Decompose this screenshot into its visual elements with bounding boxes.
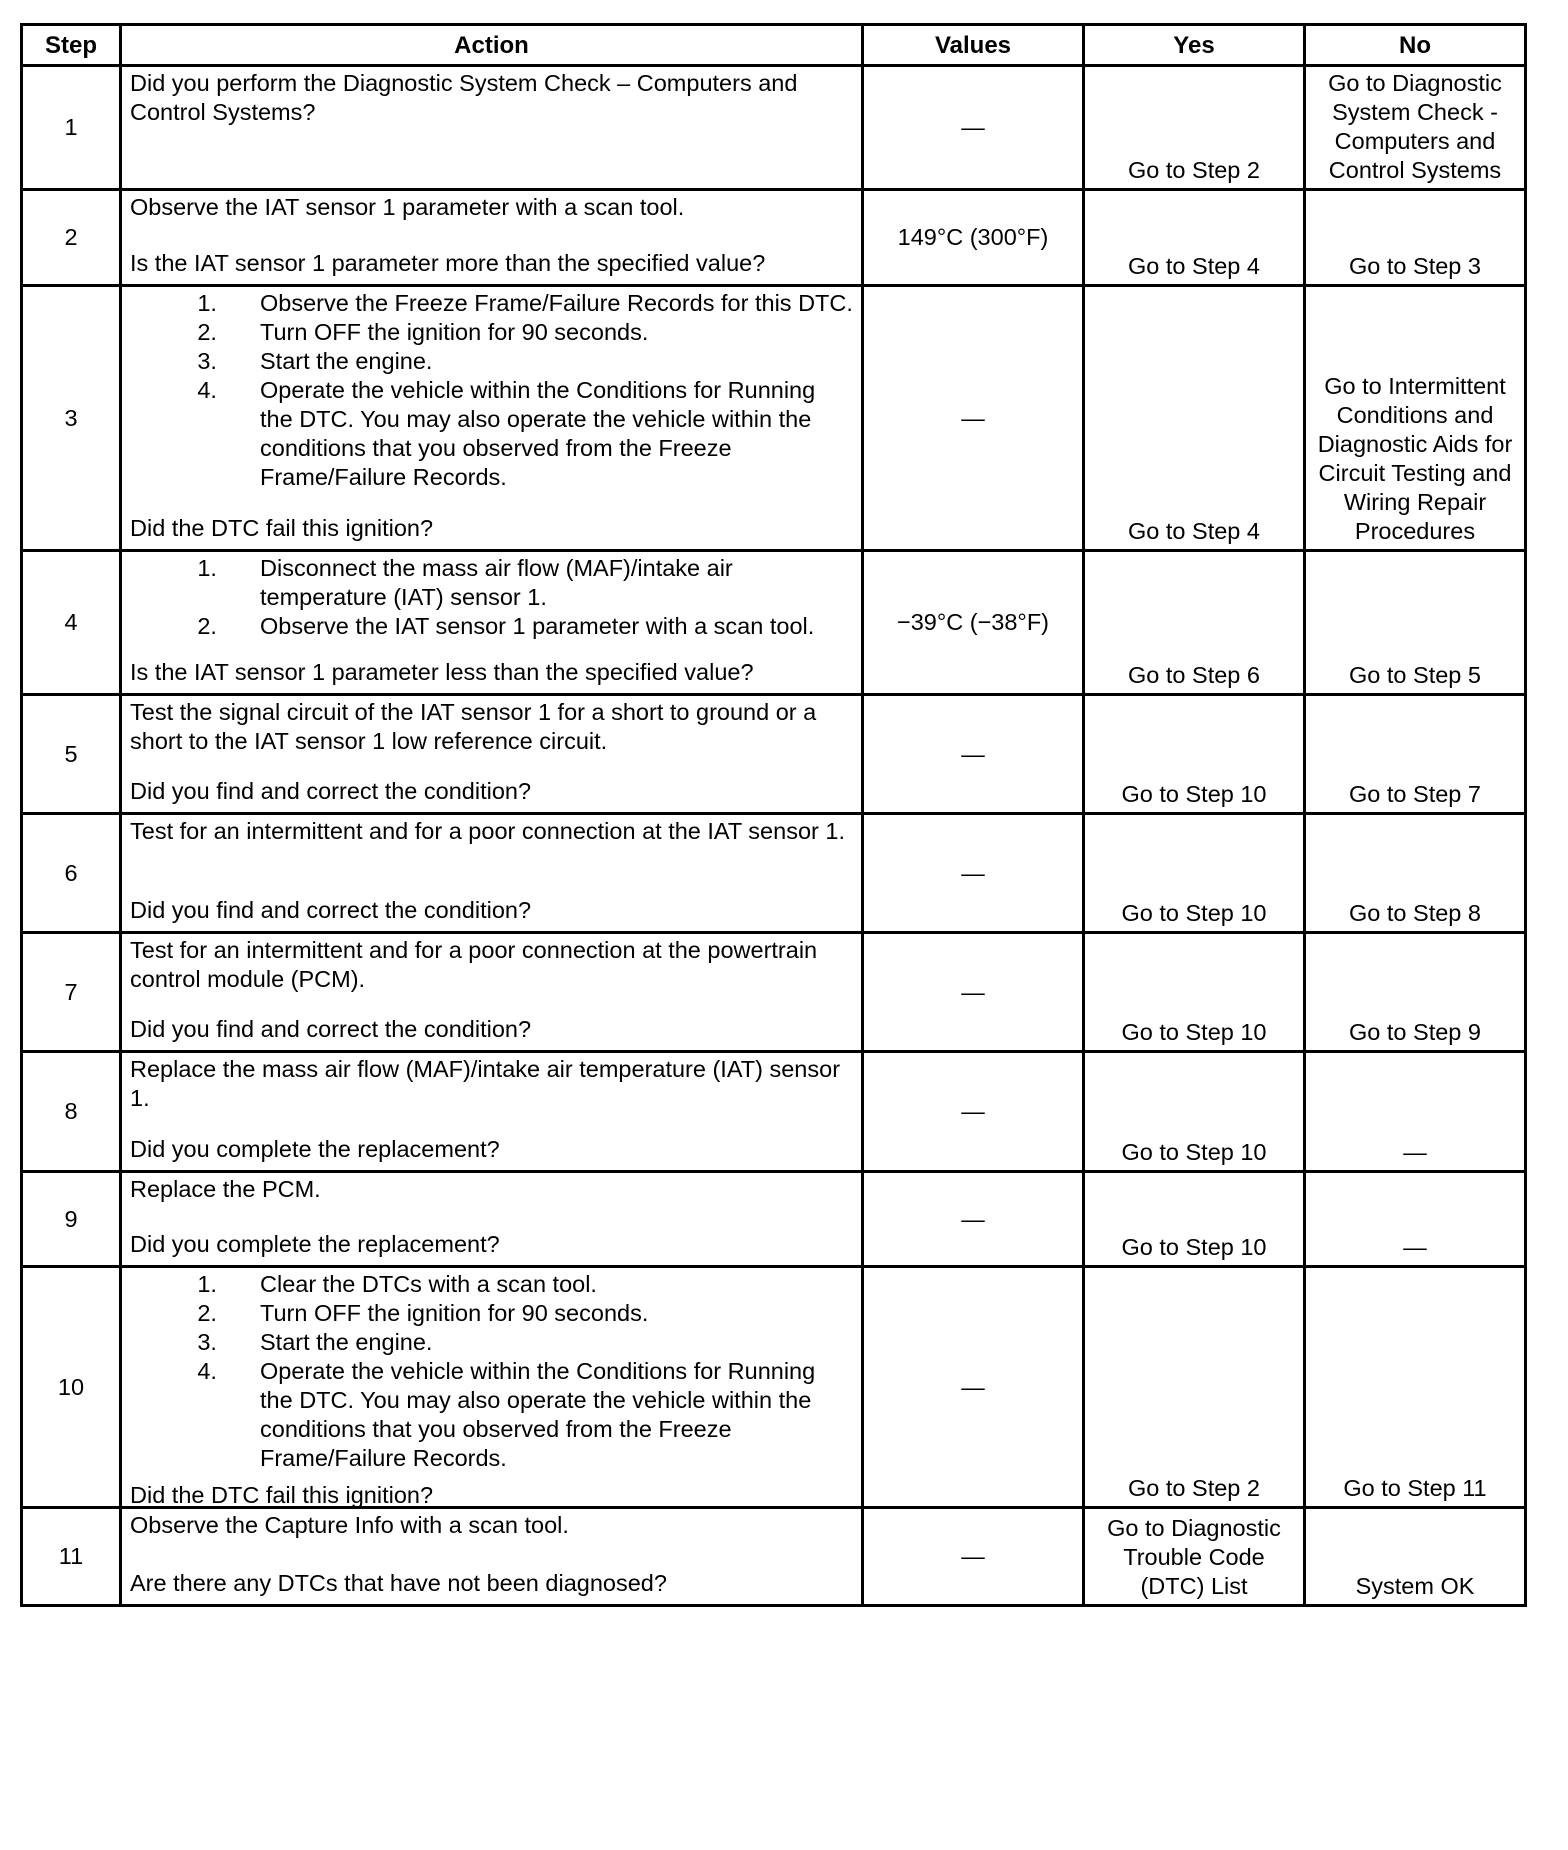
step-number: 4	[22, 551, 121, 695]
value-cell: —	[863, 1052, 1084, 1172]
action-text: Test the signal circuit of the IAT sensor 1 for a short to ground or a short to the IAT sensor 1 low reference circuit.	[130, 699, 817, 754]
step-number: 11	[22, 1508, 121, 1606]
header-no: No	[1305, 25, 1526, 66]
table-row	[22, 190, 1526, 286]
action-text: Replace the PCM.	[130, 1176, 321, 1202]
value-cell: —	[863, 933, 1084, 1052]
action-cell	[121, 1172, 863, 1267]
no-cell: Go to Step 3	[1305, 190, 1526, 286]
yes-cell: Go to Step 2	[1084, 66, 1305, 190]
no-cell: —	[1305, 1172, 1526, 1267]
action-cell	[121, 551, 863, 695]
step-number: 10	[22, 1267, 121, 1508]
action-cell	[121, 190, 863, 286]
table-row	[22, 66, 1526, 190]
table-row	[22, 1267, 1526, 1508]
no-cell: Go to Diagnostic System Check - Computers and Control Systems	[1305, 66, 1526, 190]
diagnostic-table	[20, 23, 1527, 1607]
action-question: Did the DTC fail this ignition?	[130, 515, 434, 541]
table-row	[22, 286, 1526, 551]
value-cell: —	[863, 814, 1084, 933]
table-row	[22, 1172, 1526, 1267]
header-yes: Yes	[1084, 25, 1305, 66]
yes-cell: Go to Step 10	[1084, 814, 1305, 933]
yes-cell: Go to Step 10	[1084, 1172, 1305, 1267]
step-number: 2	[22, 190, 121, 286]
action-cell	[121, 695, 863, 814]
action-text: Observe the IAT sensor 1 parameter with a scan tool.	[130, 194, 685, 220]
table-body	[22, 66, 1526, 1606]
no-cell: Go to Intermittent Conditions and Diagnostic Aids for Circuit Testing and Wiring Repair Procedures	[1305, 286, 1526, 551]
no-cell: System OK	[1305, 1508, 1526, 1606]
yes-cell: Go to Step 2	[1084, 1267, 1305, 1508]
action-steps-list	[130, 289, 853, 492]
action-cell	[121, 1267, 863, 1508]
action-cell	[121, 1052, 863, 1172]
action-step-item: 4. Operate the vehicle within the Conditions for Running the DTC. You may also operate the vehicle within the conditions that you observed from the Freeze Frame/Failure Records.	[230, 1357, 853, 1473]
yes-cell: Go to Step 4	[1084, 190, 1305, 286]
header-action: Action	[121, 25, 863, 66]
action-cell	[121, 286, 863, 551]
no-cell: Go to Step 5	[1305, 551, 1526, 695]
action-question: Did you find and correct the condition?	[130, 897, 532, 923]
action-step-item: 1. Observe the Freeze Frame/Failure Records for this DTC.	[230, 289, 853, 318]
value-cell: —	[863, 1508, 1084, 1606]
yes-cell: Go to Step 6	[1084, 551, 1305, 695]
step-number: 9	[22, 1172, 121, 1267]
value-cell: —	[863, 286, 1084, 551]
step-number: 6	[22, 814, 121, 933]
value-cell: −39°C (−38°F)	[863, 551, 1084, 695]
table-row	[22, 695, 1526, 814]
action-question: Is the IAT sensor 1 parameter less than the specified value?	[130, 659, 754, 685]
no-cell: Go to Step 11	[1305, 1267, 1526, 1508]
table-row	[22, 814, 1526, 933]
step-number: 7	[22, 933, 121, 1052]
action-question: Is the IAT sensor 1 parameter more than the specified value?	[130, 250, 766, 276]
action-cell	[121, 1508, 863, 1606]
action-step-item: 2. Observe the IAT sensor 1 parameter with a scan tool.	[230, 612, 853, 641]
action-step-item: 1. Clear the DTCs with a scan tool.	[230, 1270, 853, 1299]
action-text: Did you perform the Diagnostic System Check – Computers and Control Systems?	[130, 70, 798, 125]
action-steps-list	[130, 1270, 853, 1473]
yes-cell: Go to Step 10	[1084, 695, 1305, 814]
no-cell: Go to Step 9	[1305, 933, 1526, 1052]
action-step-item: 1. Disconnect the mass air flow (MAF)/intake air temperature (IAT) sensor 1.	[230, 554, 853, 612]
action-text: Test for an intermittent and for a poor connection at the powertrain control module (PCM).	[130, 937, 818, 992]
action-question: Did the DTC fail this ignition?	[130, 1482, 434, 1508]
value-cell: —	[863, 695, 1084, 814]
no-cell: Go to Step 7	[1305, 695, 1526, 814]
table-row	[22, 1508, 1526, 1606]
yes-cell: Go to Step 10	[1084, 933, 1305, 1052]
step-number: 1	[22, 66, 121, 190]
no-cell: —	[1305, 1052, 1526, 1172]
action-steps-list	[130, 554, 853, 641]
action-step-item: 4. Operate the vehicle within the Conditions for Running the DTC. You may also operate the vehicle within the conditions that you observed from the Freeze Frame/Failure Records.	[230, 376, 853, 492]
action-text: Test for an intermittent and for a poor connection at the IAT sensor 1.	[130, 818, 845, 844]
header-row	[22, 25, 1526, 66]
action-question: Did you find and correct the condition?	[130, 778, 532, 804]
header-values: Values	[863, 25, 1084, 66]
action-step-item: 2. Turn OFF the ignition for 90 seconds.	[230, 1299, 853, 1328]
action-question: Did you complete the replacement?	[130, 1231, 500, 1257]
action-cell	[121, 66, 863, 190]
action-question: Are there any DTCs that have not been diagnosed?	[130, 1570, 667, 1596]
yes-cell: Go to Diagnostic Trouble Code (DTC) List	[1084, 1508, 1305, 1606]
value-cell: —	[863, 1172, 1084, 1267]
value-cell: —	[863, 66, 1084, 190]
yes-cell: Go to Step 4	[1084, 286, 1305, 551]
action-step-item: 3. Start the engine.	[230, 347, 853, 376]
table-row	[22, 551, 1526, 695]
value-cell: 149°C (300°F)	[863, 190, 1084, 286]
table-row	[22, 933, 1526, 1052]
action-text: Replace the mass air flow (MAF)/intake air temperature (IAT) sensor 1.	[130, 1056, 841, 1111]
action-text: Observe the Capture Info with a scan tool.	[130, 1512, 569, 1538]
action-cell	[121, 814, 863, 933]
value-cell: —	[863, 1267, 1084, 1508]
action-question: Did you find and correct the condition?	[130, 1016, 532, 1042]
action-step-item: 3. Start the engine.	[230, 1328, 853, 1357]
table-row	[22, 1052, 1526, 1172]
no-cell: Go to Step 8	[1305, 814, 1526, 933]
step-number: 5	[22, 695, 121, 814]
yes-cell: Go to Step 10	[1084, 1052, 1305, 1172]
step-number: 8	[22, 1052, 121, 1172]
step-number: 3	[22, 286, 121, 551]
action-question: Did you complete the replacement?	[130, 1136, 500, 1162]
header-step: Step	[22, 25, 121, 66]
action-cell	[121, 933, 863, 1052]
action-step-item: 2. Turn OFF the ignition for 90 seconds.	[230, 318, 853, 347]
